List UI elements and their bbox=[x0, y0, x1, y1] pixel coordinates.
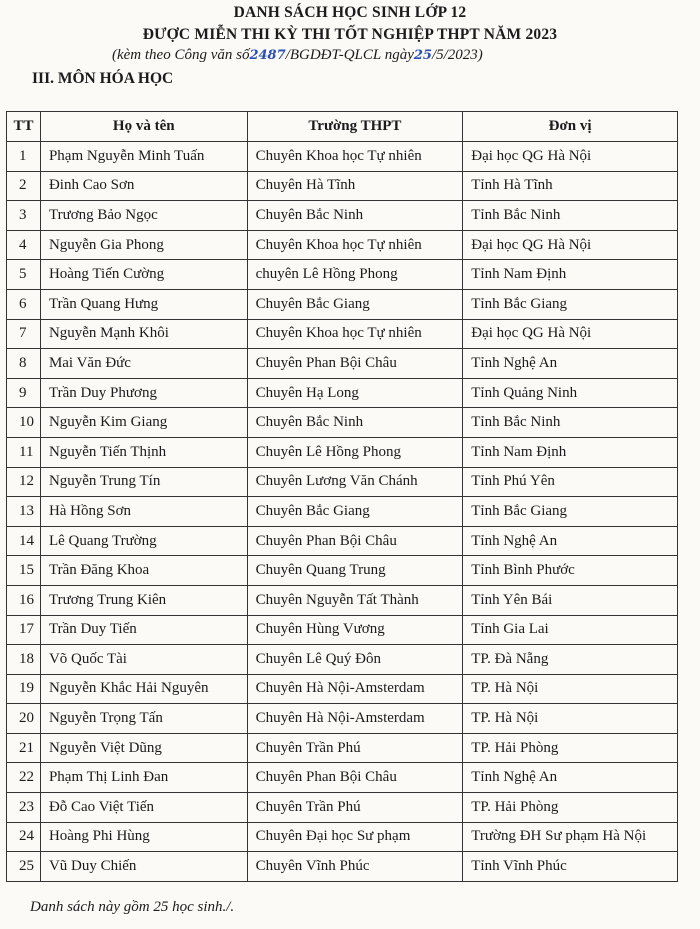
cell-name: Vũ Duy Chiến bbox=[40, 852, 247, 882]
cell-tt: 17 bbox=[7, 615, 41, 645]
column-header-name: Họ và tên bbox=[40, 112, 247, 142]
cell-tt: 23 bbox=[7, 793, 41, 823]
table-header-row bbox=[7, 112, 678, 142]
reference-prefix: (kèm theo Công văn số bbox=[112, 47, 250, 63]
cell-name: Nguyễn Việt Dũng bbox=[40, 733, 247, 763]
cell-unit: Tỉnh Vĩnh Phúc bbox=[463, 852, 678, 882]
table-row bbox=[7, 497, 678, 527]
footer-note: Danh sách này gồm 25 học sinh./. bbox=[30, 899, 235, 915]
cell-unit: Tỉnh Nam Định bbox=[463, 260, 678, 290]
cell-school: chuyên Lê Hồng Phong bbox=[247, 260, 463, 290]
table-row bbox=[7, 142, 678, 172]
cell-tt: 2 bbox=[7, 171, 41, 201]
title-line-1: DANH SÁCH HỌC SINH LỚP 12 bbox=[233, 4, 467, 21]
cell-tt: 21 bbox=[7, 733, 41, 763]
cell-school: Chuyên Lê Quý Đôn bbox=[247, 645, 463, 675]
cell-unit: Tỉnh Yên Bái bbox=[463, 585, 678, 615]
table-row bbox=[7, 201, 678, 231]
cell-name: Trần Quang Hưng bbox=[40, 289, 247, 319]
table-row bbox=[7, 585, 678, 615]
cell-tt: 16 bbox=[7, 585, 41, 615]
cell-name: Nguyễn Tiến Thịnh bbox=[40, 437, 247, 467]
cell-school: Chuyên Trần Phú bbox=[247, 733, 463, 763]
cell-unit: Tỉnh Nghệ An bbox=[463, 763, 678, 793]
cell-name: Hà Hồng Sơn bbox=[40, 497, 247, 527]
cell-tt: 1 bbox=[7, 142, 41, 172]
cell-name: Võ Quốc Tài bbox=[40, 645, 247, 675]
cell-tt: 7 bbox=[7, 319, 41, 349]
cell-tt: 22 bbox=[7, 763, 41, 793]
cell-school: Chuyên Hùng Vương bbox=[247, 615, 463, 645]
cell-school: Chuyên Lê Hồng Phong bbox=[247, 437, 463, 467]
cell-unit: Đại học QG Hà Nội bbox=[463, 230, 678, 260]
cell-tt: 10 bbox=[7, 408, 41, 438]
cell-name: Trần Duy Phương bbox=[40, 378, 247, 408]
cell-unit: Tỉnh Bắc Ninh bbox=[463, 201, 678, 231]
cell-name: Trương Bảo Ngọc bbox=[40, 201, 247, 231]
cell-school: Chuyên Lương Văn Chánh bbox=[247, 467, 463, 497]
cell-name: Phạm Thị Linh Đan bbox=[40, 763, 247, 793]
cell-unit: TP. Hải Phòng bbox=[463, 793, 678, 823]
cell-tt: 4 bbox=[7, 230, 41, 260]
cell-name: Đinh Cao Sơn bbox=[40, 171, 247, 201]
title-line-2: ĐƯỢC MIỄN THI KỲ THI TỐT NGHIỆP THPT NĂM 2023 bbox=[142, 26, 558, 43]
table-row bbox=[7, 526, 678, 556]
cell-unit: Tỉnh Bình Phước bbox=[463, 556, 678, 586]
table-row bbox=[7, 260, 678, 290]
cell-unit: Tỉnh Bắc Ninh bbox=[463, 408, 678, 438]
cell-tt: 19 bbox=[7, 674, 41, 704]
cell-unit: Tỉnh Gia Lai bbox=[463, 615, 678, 645]
column-header-tt: TT bbox=[7, 112, 41, 142]
cell-name: Hoàng Phi Hùng bbox=[40, 822, 247, 852]
cell-name: Trương Trung Kiên bbox=[40, 585, 247, 615]
cell-school: Chuyên Phan Bội Châu bbox=[247, 526, 463, 556]
cell-unit: Tỉnh Nghệ An bbox=[463, 349, 678, 379]
cell-unit: Tỉnh Bắc Giang bbox=[463, 497, 678, 527]
cell-name: Trần Đăng Khoa bbox=[40, 556, 247, 586]
cell-school: Chuyên Hà Nội-Amsterdam bbox=[247, 674, 463, 704]
cell-name: Nguyễn Gia Phong bbox=[40, 230, 247, 260]
reference-middle: /BGDĐT-QLCL ngày bbox=[285, 47, 414, 63]
cell-name: Mai Văn Đức bbox=[40, 349, 247, 379]
cell-unit: Tỉnh Quảng Ninh bbox=[463, 378, 678, 408]
table-row bbox=[7, 615, 678, 645]
cell-tt: 11 bbox=[7, 437, 41, 467]
cell-unit: TP. Hà Nội bbox=[463, 674, 678, 704]
cell-school: Chuyên Khoa học Tự nhiên bbox=[247, 142, 463, 172]
cell-unit: TP. Đà Nẵng bbox=[463, 645, 678, 675]
cell-school: Chuyên Hà Tĩnh bbox=[247, 171, 463, 201]
cell-tt: 25 bbox=[7, 852, 41, 882]
table-row bbox=[7, 763, 678, 793]
cell-school: Chuyên Vĩnh Phúc bbox=[247, 852, 463, 882]
cell-school: Chuyên Khoa học Tự nhiên bbox=[247, 230, 463, 260]
section-heading: III. MÔN HÓA HỌC bbox=[32, 70, 174, 87]
table-row bbox=[7, 289, 678, 319]
cell-name: Lê Quang Trường bbox=[40, 526, 247, 556]
cell-school: Chuyên Hạ Long bbox=[247, 378, 463, 408]
table-row bbox=[7, 230, 678, 260]
cell-name: Phạm Nguyễn Minh Tuấn bbox=[40, 142, 247, 172]
document-reference bbox=[112, 47, 483, 64]
cell-school: Chuyên Đại học Sư phạm bbox=[247, 822, 463, 852]
cell-unit: Đại học QG Hà Nội bbox=[463, 319, 678, 349]
table-row bbox=[7, 822, 678, 852]
cell-tt: 6 bbox=[7, 289, 41, 319]
table-row bbox=[7, 852, 678, 882]
cell-unit: Tỉnh Nghệ An bbox=[463, 526, 678, 556]
cell-name: Nguyễn Mạnh Khôi bbox=[40, 319, 247, 349]
cell-unit: Tỉnh Hà Tĩnh bbox=[463, 171, 678, 201]
table-row bbox=[7, 171, 678, 201]
table-row bbox=[7, 349, 678, 379]
cell-name: Trần Duy Tiến bbox=[40, 615, 247, 645]
cell-school: Chuyên Phan Bội Châu bbox=[247, 763, 463, 793]
handwritten-document-number: 2487 bbox=[249, 48, 286, 63]
cell-name: Hoàng Tiến Cường bbox=[40, 260, 247, 290]
table-row bbox=[7, 467, 678, 497]
cell-tt: 14 bbox=[7, 526, 41, 556]
student-table bbox=[6, 111, 678, 882]
table-row bbox=[7, 378, 678, 408]
table-row bbox=[7, 556, 678, 586]
cell-name: Nguyễn Kim Giang bbox=[40, 408, 247, 438]
table-row bbox=[7, 674, 678, 704]
table-row bbox=[7, 408, 678, 438]
cell-school: Chuyên Khoa học Tự nhiên bbox=[247, 319, 463, 349]
cell-tt: 8 bbox=[7, 349, 41, 379]
cell-school: Chuyên Hà Nội-Amsterdam bbox=[247, 704, 463, 734]
handwritten-day: 25 bbox=[413, 48, 432, 63]
cell-unit: Tỉnh Nam Định bbox=[463, 437, 678, 467]
cell-tt: 20 bbox=[7, 704, 41, 734]
cell-school: Chuyên Bắc Ninh bbox=[247, 408, 463, 438]
column-header-school: Trường THPT bbox=[247, 112, 463, 142]
cell-name: Nguyễn Khắc Hải Nguyên bbox=[40, 674, 247, 704]
table-row bbox=[7, 704, 678, 734]
cell-unit: TP. Hải Phòng bbox=[463, 733, 678, 763]
cell-unit: Đại học QG Hà Nội bbox=[463, 142, 678, 172]
cell-tt: 24 bbox=[7, 822, 41, 852]
reference-suffix: /5/2023) bbox=[431, 47, 483, 63]
cell-name: Nguyễn Trung Tín bbox=[40, 467, 247, 497]
cell-school: Chuyên Nguyễn Tất Thành bbox=[247, 585, 463, 615]
cell-school: Chuyên Trần Phú bbox=[247, 793, 463, 823]
column-header-unit: Đơn vị bbox=[463, 112, 678, 142]
cell-school: Chuyên Quang Trung bbox=[247, 556, 463, 586]
cell-unit: Tỉnh Phú Yên bbox=[463, 467, 678, 497]
cell-name: Nguyễn Trọng Tấn bbox=[40, 704, 247, 734]
cell-unit: Tỉnh Bắc Giang bbox=[463, 289, 678, 319]
cell-tt: 12 bbox=[7, 467, 41, 497]
cell-tt: 3 bbox=[7, 201, 41, 231]
cell-school: Chuyên Phan Bội Châu bbox=[247, 349, 463, 379]
cell-school: Chuyên Bắc Giang bbox=[247, 497, 463, 527]
cell-tt: 13 bbox=[7, 497, 41, 527]
cell-tt: 18 bbox=[7, 645, 41, 675]
table-row bbox=[7, 319, 678, 349]
table-row bbox=[7, 733, 678, 763]
cell-unit: TP. Hà Nội bbox=[463, 704, 678, 734]
table-row bbox=[7, 793, 678, 823]
cell-tt: 5 bbox=[7, 260, 41, 290]
table-row bbox=[7, 437, 678, 467]
cell-school: Chuyên Bắc Giang bbox=[247, 289, 463, 319]
cell-tt: 15 bbox=[7, 556, 41, 586]
cell-school: Chuyên Bắc Ninh bbox=[247, 201, 463, 231]
table-row bbox=[7, 645, 678, 675]
cell-name: Đỗ Cao Việt Tiến bbox=[40, 793, 247, 823]
cell-unit: Trường ĐH Sư phạm Hà Nội bbox=[463, 822, 678, 852]
cell-tt: 9 bbox=[7, 378, 41, 408]
